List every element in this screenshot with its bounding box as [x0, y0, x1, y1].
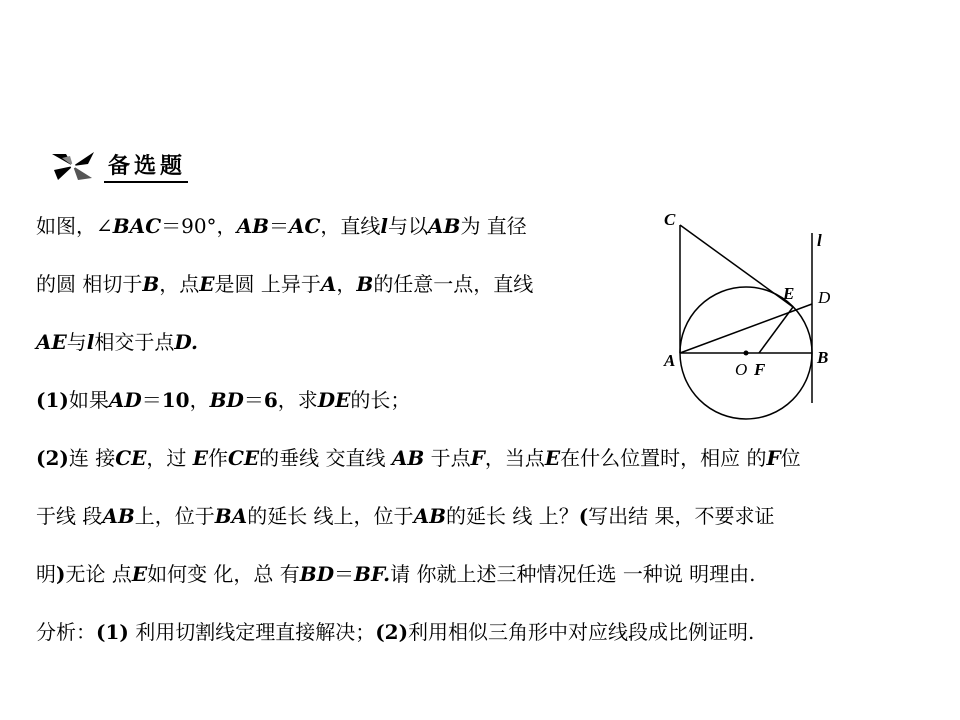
label-o: O: [735, 360, 748, 379]
label-b: B: [817, 348, 829, 367]
pinwheel-icon: [48, 148, 98, 184]
segment-ad: [680, 304, 812, 353]
label-e: E: [783, 284, 795, 303]
analysis-line: 分析：(1) 利用切割线定理直接解决；(2)利用相似三角形中对应线段成比例证明.: [36, 620, 755, 644]
center-o-dot: [744, 351, 749, 356]
label-d: D: [818, 288, 831, 307]
label-f: F: [754, 360, 766, 379]
problem-line-6: 于线 段AB上，位于BA的延长 线上，位于AB的延长 线 上？(写出结 果，不要求证: [36, 504, 775, 528]
segment-ef: [759, 307, 793, 353]
problem-line-1: 如图，∠BAC＝90°，AB＝AC，直线l与以AB为 直径: [36, 214, 527, 238]
section-title: 备选题: [104, 149, 188, 183]
problem-line-3: AE与l相交于点D.: [36, 330, 198, 354]
problem-line-7: 明)无论 点E如何变 化，总 有BD＝BF.请 你就上述三种情况任选 一种说 明理由.: [36, 562, 756, 586]
section-header: [48, 148, 188, 184]
label-c: C: [664, 210, 676, 229]
geometry-figure: [655, 200, 855, 430]
problem-line-5: (2)连 接CE，过 E作CE的垂线 交直线 AB 于点F，当点E在什么位置时，相应 的F位: [36, 446, 801, 470]
label-a: A: [664, 351, 676, 370]
problem-line-2: 的圆 相切于B，点E是圆 上异于A，B的任意一点，直线: [36, 272, 534, 296]
problem-line-4: (1)如果AD＝10，BD＝6，求DE的长；: [36, 388, 411, 412]
segment-ce: [680, 225, 793, 307]
label-l: l: [817, 231, 822, 250]
